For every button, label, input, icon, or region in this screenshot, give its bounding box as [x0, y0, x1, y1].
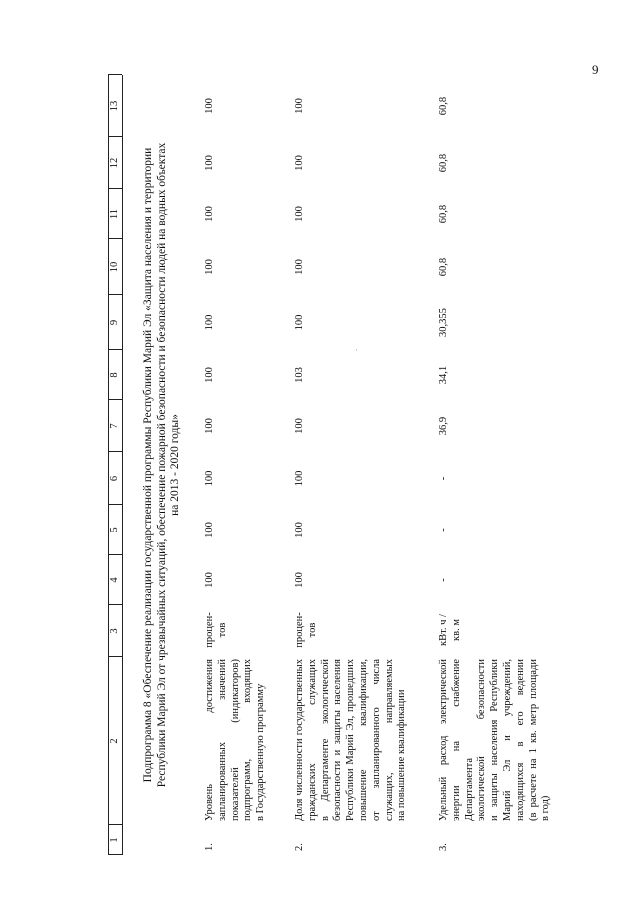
value-cell: 34,1	[438, 365, 449, 385]
value-cell: -	[438, 476, 449, 481]
name-line: в Департаменте экологической	[319, 659, 331, 821]
column-number: 12	[109, 157, 120, 169]
value-cell: 100	[204, 522, 215, 538]
value-cell: -	[438, 528, 449, 532]
row-number: 2.	[294, 843, 305, 851]
unit	[294, 607, 320, 653]
value-cell: 100	[204, 155, 215, 171]
value-cell: 60,8	[438, 204, 449, 224]
header-bottom-border	[122, 75, 123, 855]
column-number: 10	[109, 261, 120, 273]
name-line: Марий Эл и учреждений,	[501, 659, 513, 821]
name-line: подпрограмм, входящих	[242, 659, 254, 821]
name-line: в год)	[540, 795, 552, 821]
column-number: 5	[109, 527, 120, 533]
name-line: Доля численности государственных	[294, 659, 305, 821]
column-separator	[108, 238, 122, 239]
indicators-table	[108, 75, 560, 855]
column-separator	[108, 854, 122, 855]
column-separator	[108, 604, 122, 605]
indicator-name	[438, 659, 553, 821]
column-separator	[108, 554, 122, 555]
value-cell: 30,355	[438, 308, 449, 337]
name-line: и защиты населения Республики	[489, 659, 501, 821]
page-number: 9	[592, 62, 599, 77]
column-number: 11	[109, 208, 120, 220]
indicator-name	[204, 659, 268, 821]
value-cell: 100	[204, 572, 215, 588]
value-cell: 100	[204, 314, 215, 331]
name-line: гражданских служащих	[306, 659, 318, 821]
column-separator	[108, 74, 122, 75]
column-number: 6	[109, 475, 120, 482]
column-separator	[108, 188, 122, 189]
value-cell: 100	[294, 98, 305, 114]
column-separator	[108, 451, 122, 452]
value-cell: -	[438, 578, 449, 582]
unit-line: тов	[216, 622, 228, 638]
row-number: 1.	[204, 843, 215, 851]
column-number: 7	[109, 423, 120, 429]
indicator-name	[294, 659, 409, 821]
value-cell: 60,8	[438, 153, 449, 173]
column-number: 13	[109, 100, 120, 112]
title-line-1: Подпрограмма 8 «Обеспечение реализации государственной программы Республики Марий Эл «Защита населения и территории	[142, 147, 154, 783]
name-line: экологической безопасности	[476, 659, 488, 821]
value-cell: 100	[204, 206, 215, 222]
title-line-2: Республики Марий Эл от чрезвычайных ситуаций, обеспечение пожарной безопасности и безопасности людей на водных объектах	[155, 142, 168, 788]
row-number: 3.	[438, 843, 449, 851]
value-cell: 100	[294, 206, 305, 222]
unit-line: кв. м	[450, 619, 462, 641]
unit-line: процен-	[294, 612, 305, 648]
name-line: Удельный расход электрической	[438, 659, 449, 821]
value-cell: 100	[204, 98, 215, 114]
name-line: от запланированного числа	[370, 659, 382, 821]
value-cell: 100	[294, 259, 305, 275]
value-cell: 100	[204, 418, 215, 434]
column-separator	[108, 399, 122, 400]
value-cell: 100	[294, 418, 305, 434]
name-line: запланированных значений	[216, 659, 228, 821]
unit	[204, 607, 230, 653]
value-cell: 100	[294, 522, 305, 538]
value-cell: 100	[294, 314, 305, 331]
column-separator	[108, 656, 122, 657]
value-cell: 100	[204, 259, 215, 275]
value-cell: 60,8	[438, 96, 449, 116]
value-cell: 100	[294, 155, 305, 171]
rotated-page-content	[108, 75, 560, 855]
column-number: 9	[109, 319, 120, 326]
value-cell: 60,8	[438, 257, 449, 277]
unit-line: тов	[306, 622, 318, 638]
column-separator	[108, 136, 122, 137]
name-line: находящихся в его ведении	[514, 659, 526, 821]
name-line: в Государственную программу	[255, 683, 267, 821]
name-line: (в расчете на 1 кв. метр площади	[527, 659, 539, 821]
name-line: служащих, направляемых	[383, 659, 395, 821]
name-line: безопасности и защиты населения	[332, 659, 344, 821]
value-cell: 100	[294, 572, 305, 588]
column-number: 2	[109, 738, 120, 744]
unit-line: процен-	[204, 612, 215, 648]
column-number: 1	[109, 837, 120, 843]
name-line: энергии на снабжение Департамента	[450, 659, 475, 821]
value-cell: 100	[204, 470, 215, 487]
name-line: на повышение квалификации	[396, 689, 408, 821]
scan-speck: ·	[355, 345, 358, 355]
column-number: 3	[109, 628, 120, 634]
column-separator	[108, 504, 122, 505]
unit	[438, 607, 464, 653]
name-line: Республики Марий Эл, прошедших	[345, 659, 357, 821]
name-line: показателей (индикаторов)	[229, 659, 241, 821]
title-line-3: на 2013 - 2020 годы»	[169, 414, 182, 516]
value-cell: 100	[294, 470, 305, 487]
name-line: повышение квалификации,	[357, 659, 369, 821]
name-line: Уровень достижения	[204, 659, 215, 821]
value-cell: 103	[294, 367, 305, 383]
subprogram-title	[142, 75, 183, 855]
column-number: 8	[109, 372, 120, 378]
value-cell: 100	[204, 367, 215, 383]
value-cell: 36,9	[438, 416, 449, 436]
unit-line: кВт. ч /	[438, 614, 449, 646]
column-separator	[108, 349, 122, 350]
column-separator	[108, 294, 122, 295]
column-number: 4	[109, 577, 120, 583]
column-separator	[108, 824, 122, 825]
